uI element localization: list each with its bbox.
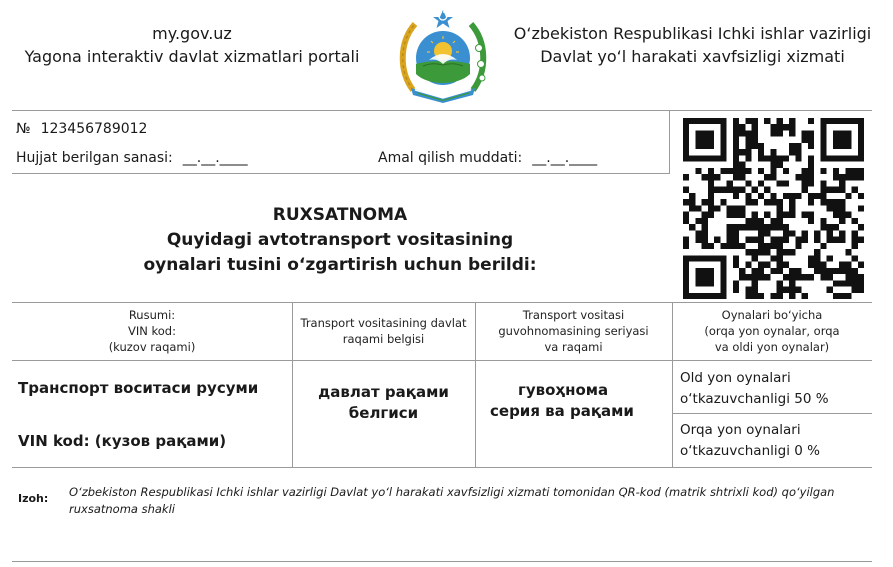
header-certificate-line: Transport vositasi (522, 308, 625, 322)
title-subheading-2: oynalari tusini o‘zgartirish uchun berildi: (143, 255, 537, 275)
header-certificate (475, 307, 672, 355)
header-plate-line: raqami belgisi (342, 332, 425, 346)
rear-side-windows-line: o‘tkazuvchanligi 0 % (680, 443, 820, 459)
header-model-line: VIN kod: (128, 324, 176, 338)
plate-number-line: давлат рақами (318, 383, 449, 401)
certificate-line: серия ва рақами (490, 402, 634, 420)
header-model-line: Rusumi: (128, 308, 176, 322)
plate-number (292, 382, 475, 424)
table-window-divider (672, 413, 872, 414)
document-number-value: 123456789012 (40, 121, 148, 137)
front-side-windows (680, 368, 829, 410)
divider-meta (12, 173, 669, 174)
validity-value: __.__.____ (532, 150, 598, 166)
vehicle-model: Транспорт воситаси русуми (18, 379, 259, 397)
note-label: Izoh: (18, 492, 49, 505)
rear-side-windows-line: Orqa yon oynalari (680, 422, 801, 438)
header-windows (672, 307, 872, 355)
portal-domain: my.gov.uz (152, 24, 232, 43)
note-text: O‘zbekiston Respublikasi Ichki ishlar vazirligi Davlat yo‘l harakati xavfsizligi xizmati tomonidan QR-kod (matrik shtrixli kod) qo‘yilgan ruxsatnoma shakli (69, 485, 835, 516)
front-side-windows-line: Old yon oynalari (680, 370, 791, 386)
vehicle-vin: VIN kod: (кузов рақами) (18, 432, 227, 450)
portal-name: Yagona interaktiv davlat xizmatlari portali (24, 47, 360, 66)
header-windows-line: va oldi yon oynalar) (714, 340, 830, 354)
header-certificate-line: va raqami (544, 340, 603, 354)
front-side-windows-line: o‘tkazuvchanligi 50 % (680, 391, 829, 407)
document-number (16, 121, 147, 137)
validity-period (378, 150, 597, 166)
meta-qr-divider (669, 110, 670, 174)
header-model-line: (kuzov raqami) (108, 340, 196, 354)
plate-number-line: белгиси (348, 404, 419, 422)
header-plate-line: Transport vositasining davlat (300, 316, 467, 330)
divider-top (12, 110, 872, 111)
rear-side-windows (680, 420, 820, 462)
document-title (60, 203, 620, 278)
divider-bottom (12, 561, 872, 562)
header-windows-line: Oynalari bo‘yicha (721, 308, 823, 322)
header-model (12, 307, 292, 355)
registration-certificate (490, 380, 634, 422)
header-certificate-line: guvohnomasining seriyasi (498, 324, 649, 338)
table-header-border (12, 360, 872, 361)
qr-code-icon (683, 118, 864, 299)
title-heading: RUXSATNOMA (272, 205, 408, 225)
table-bottom-border (12, 467, 872, 468)
table-top-border (12, 302, 872, 303)
portal-header (22, 22, 362, 68)
issue-date-value: __.__.____ (182, 150, 248, 166)
validity-label: Amal qilish muddati: (378, 150, 523, 166)
certificate-line: гувоҳнома (518, 381, 609, 399)
ministry-header (505, 22, 880, 68)
state-emblem-icon (393, 8, 493, 104)
qr-modules (683, 118, 864, 299)
header-windows-line: (orqa yon oynalar, orqa (704, 324, 840, 338)
issue-date (16, 150, 248, 166)
header-plate (292, 315, 475, 347)
title-subheading-1: Quyidagi avtotransport vositasining (166, 230, 514, 250)
document-number-label: № (16, 121, 31, 137)
service-name: Davlat yo‘l harakati xavfsizligi xizmati (540, 47, 845, 66)
ministry-name: O‘zbekiston Respublikasi Ichki ishlar vazirligi (513, 24, 872, 43)
issue-date-label: Hujjat berilgan sanasi: (16, 150, 173, 166)
